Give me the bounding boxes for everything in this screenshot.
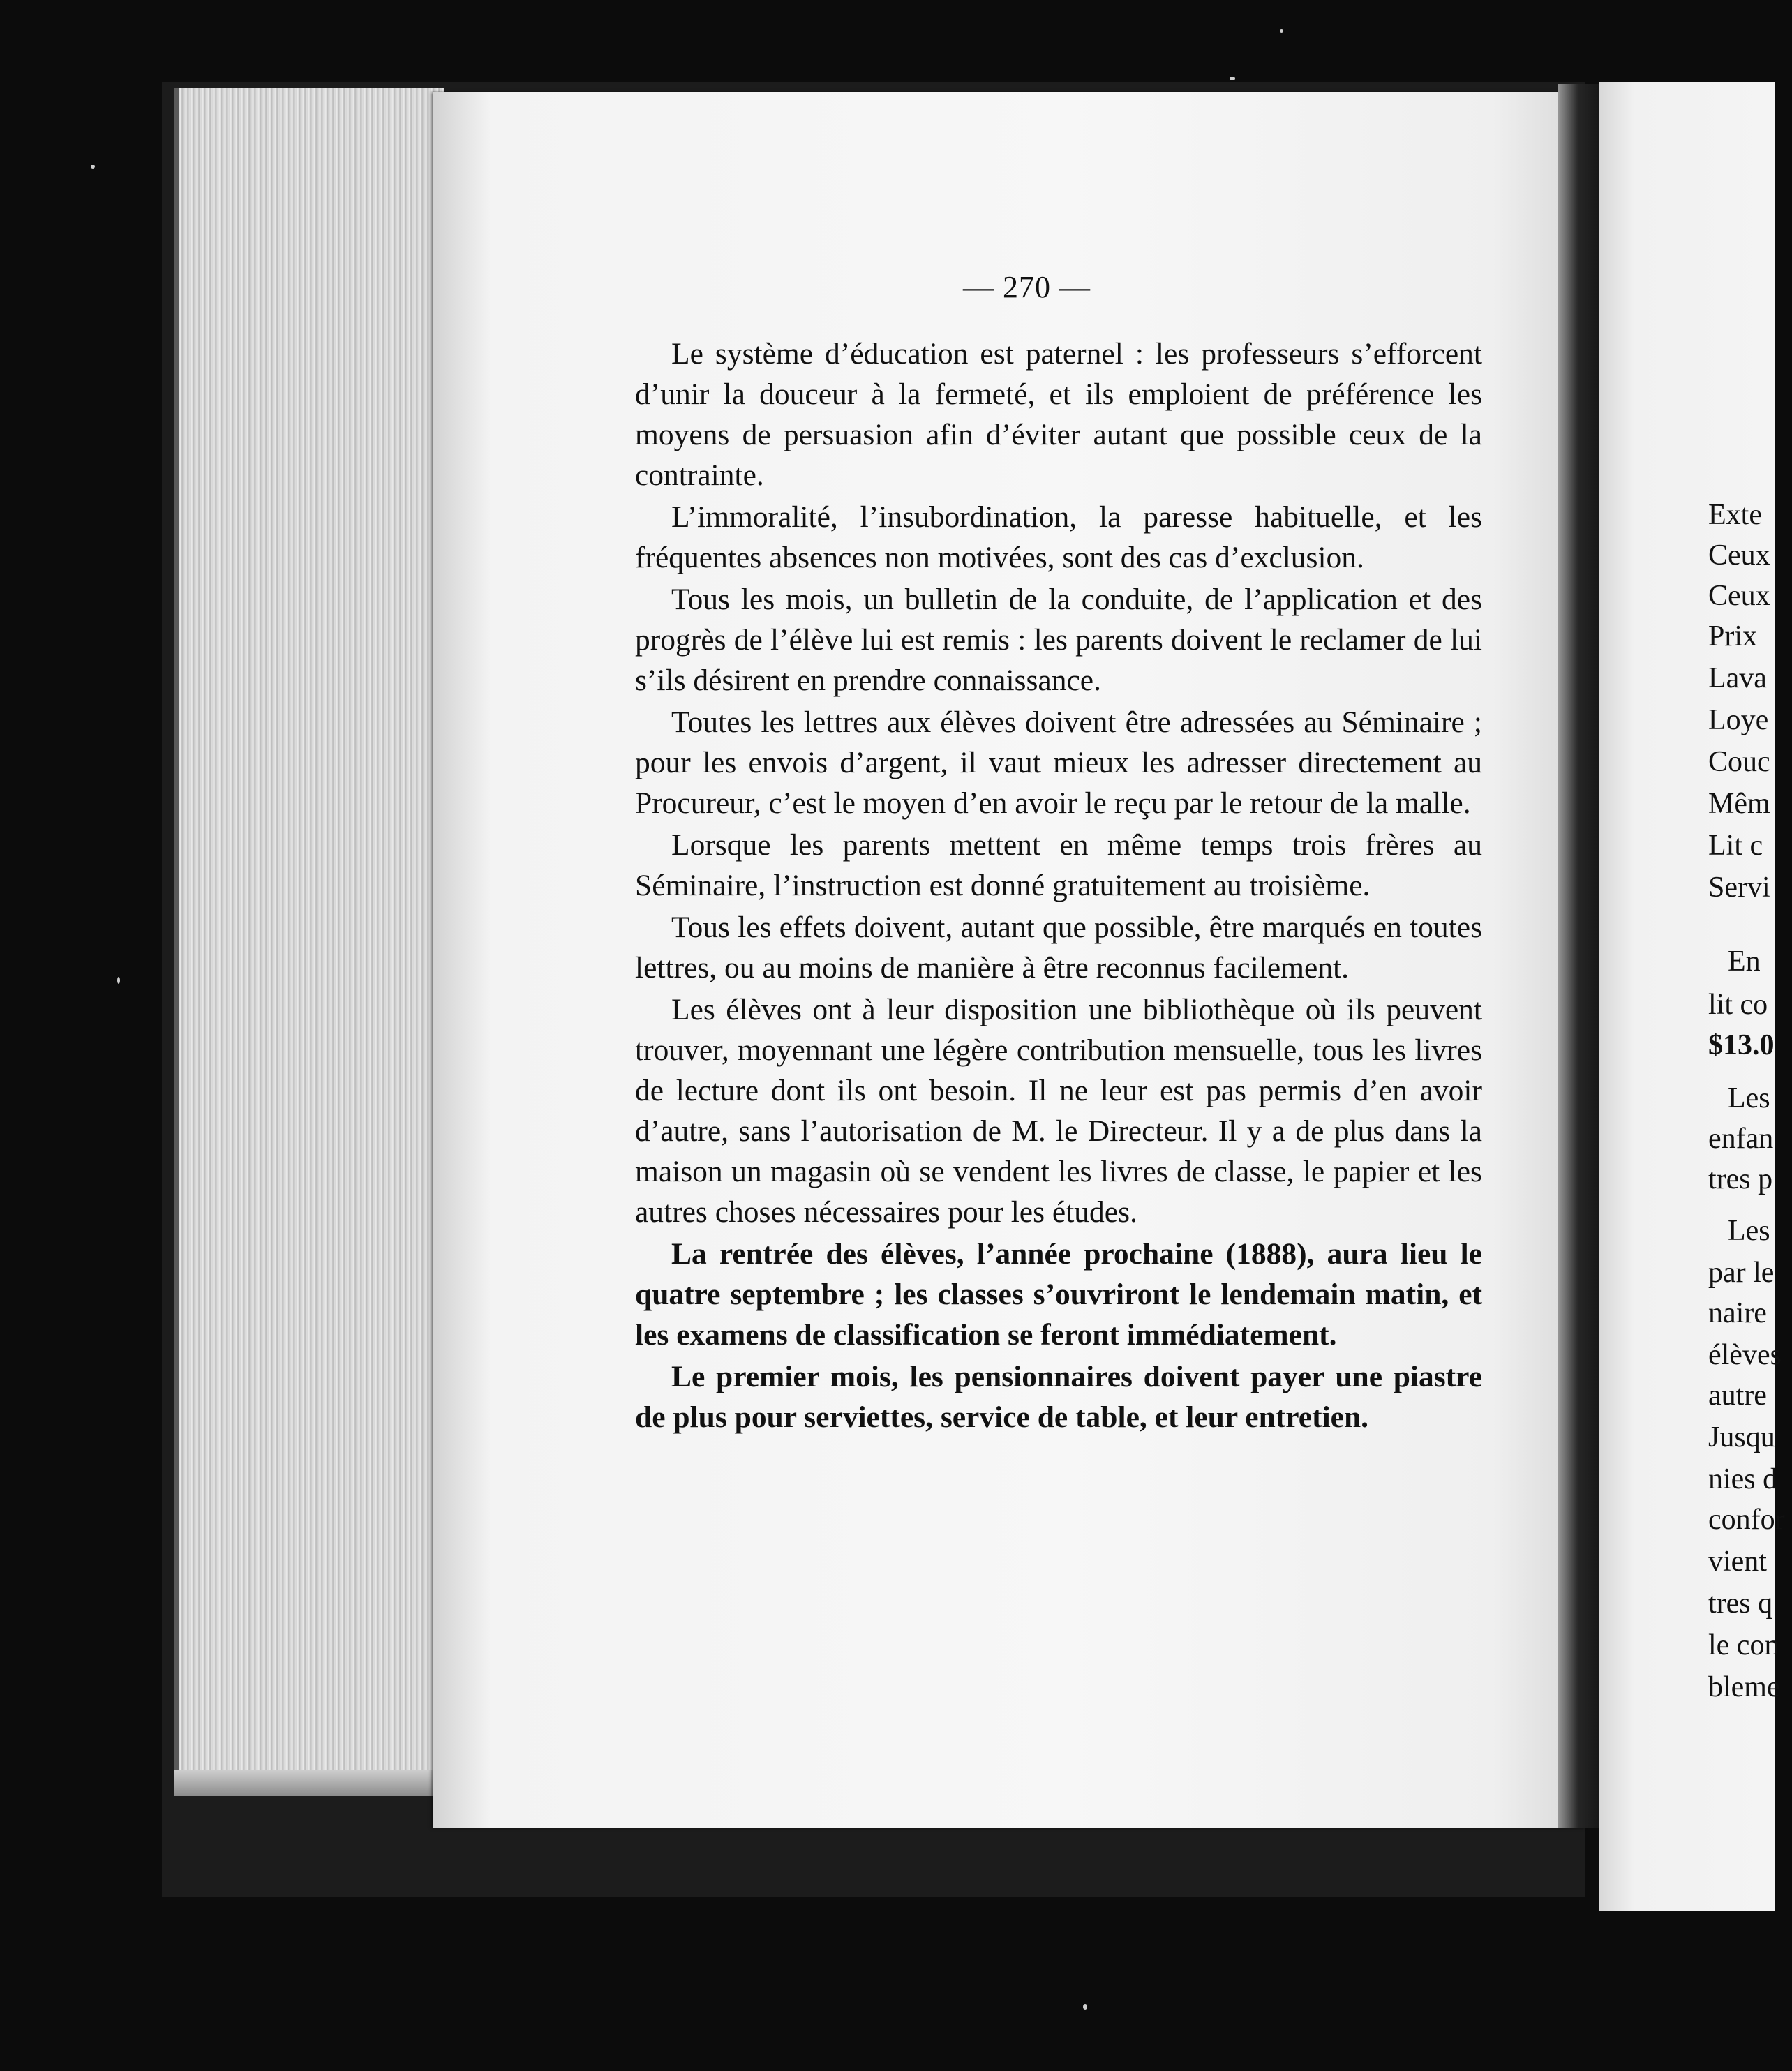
paragraph-brothers: Lorsque les parents mettent en même temps trois frères au Séminaire, l’instruction est donné gratuitement au troisième. <box>635 828 1482 902</box>
facing-line: $13.0 <box>1708 1029 1775 1061</box>
facing-line: bleme <box>1708 1671 1780 1703</box>
facing-line: Lava <box>1708 662 1767 694</box>
facing-line: élèves <box>1708 1339 1782 1371</box>
page-edges <box>174 88 444 1770</box>
facing-line: enfan <box>1708 1123 1774 1155</box>
facing-line: Ceux <box>1708 580 1770 612</box>
facing-line: Les <box>1728 1215 1770 1247</box>
facing-line: Exte <box>1708 499 1762 531</box>
page-edges-bottom <box>174 1770 440 1796</box>
dust-speck <box>1083 2004 1087 2010</box>
facing-line: En <box>1728 945 1761 978</box>
paragraph-effects: Tous les effets doivent, autant que possible, être marqués en toutes lettres, ou au moins de manière à être reconnus facilement. <box>635 911 1482 985</box>
facing-line: Loye <box>1708 704 1769 736</box>
facing-line: Couc <box>1708 746 1770 778</box>
facing-line: le con <box>1708 1629 1779 1661</box>
facing-line: Ceux <box>1708 539 1770 571</box>
facing-line: Les <box>1728 1082 1770 1114</box>
paragraph-letters: Toutes les lettres aux élèves doivent être adressées au Séminaire ; pour les envois d’argent, il vaut mieux les adresser directement au Procureur, c’est le moyen d’en avoir le reçu par le retour de la malle. <box>635 705 1482 820</box>
facing-line: Mêm <box>1708 788 1770 820</box>
paragraph-bulletin: Tous les mois, un bulletin de la conduite, de l’application et des progrès de l’élève lui est remis : les parents doivent le reclamer de lui s’ils désirent en prendre connaissance. <box>635 583 1482 697</box>
facing-line: vient <box>1708 1546 1767 1578</box>
facing-line: lit co <box>1708 989 1768 1021</box>
paragraph-education-system: Le système d’éducation est paternel : les professeurs s’efforcent d’unir la douceur à la fermeté, et ils emploient de préférence les moyens de persuasion afin d’éviter autant que possible ceux de la contrainte. <box>635 337 1482 492</box>
facing-line: Servi <box>1708 872 1770 904</box>
right-page <box>1599 82 1785 1911</box>
dust-speck <box>91 165 95 169</box>
facing-line: confor <box>1708 1504 1785 1536</box>
facing-line: Jusqu <box>1708 1421 1775 1453</box>
facing-line: nies d <box>1708 1463 1778 1495</box>
paragraph-exclusion: L’immoralité, l’insubordination, la paresse habituelle, et les fréquentes absences non motivées, sont des cas d’exclusion. <box>635 500 1482 574</box>
facing-line: par le <box>1708 1257 1775 1289</box>
dust-speck <box>1280 29 1283 33</box>
facing-line: tres q <box>1708 1587 1773 1620</box>
paragraph-first-month: Le premier mois, les pensionnaires doivent payer une piastre de plus pour serviettes, service de table, et leur entretien. <box>635 1360 1482 1434</box>
page-body <box>635 334 1482 1439</box>
facing-line: naire <box>1708 1297 1767 1329</box>
book-spine <box>1558 84 1604 1828</box>
facing-line: tres p <box>1708 1163 1773 1195</box>
paragraph-library: Les élèves ont à leur disposition une bibliothèque où ils peuvent trouver, moyennant une légère contribution mensuelle, tous les livres de lecture dont ils ont besoin. Il ne leur est pas permis d’en avoir d’autre, sans l’autorisation de M. le Directeur. Il y a de plus dans la maison un magasin où se vendent les livres de classe, le papier et les autres choses nécessaires pour les études. <box>635 993 1482 1229</box>
facing-line: Prix <box>1708 620 1758 652</box>
facing-line: autre <box>1708 1380 1767 1412</box>
dust-speck <box>1230 77 1235 80</box>
paragraph-return-date: La rentrée des élèves, l’année prochaine (1888), aura lieu le quatre septembre ; les classes s’ouvriront le lendemain matin, et les examens de classification se feront immédiatement. <box>635 1237 1482 1352</box>
dust-speck <box>117 977 120 984</box>
facing-line: Lit c <box>1708 830 1763 862</box>
page-number: — 270 — <box>963 270 1091 304</box>
